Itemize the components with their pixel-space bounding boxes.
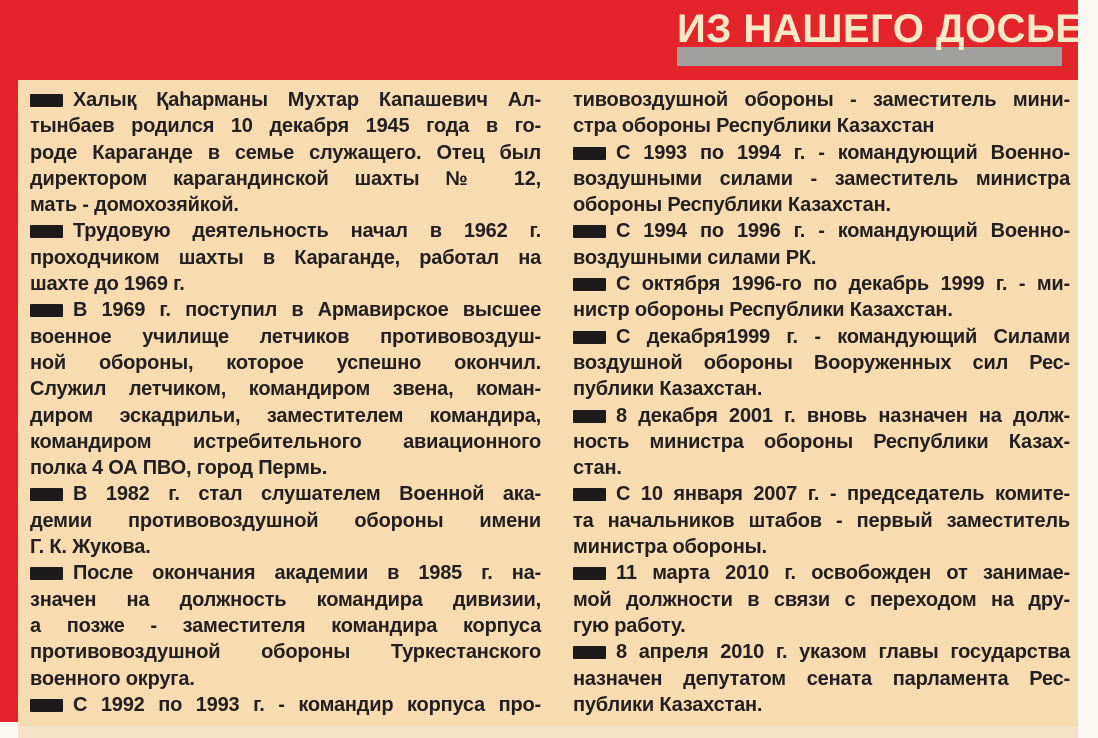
bullet-marker-icon bbox=[573, 278, 606, 291]
header-band bbox=[0, 0, 1083, 80]
bullet-marker-icon bbox=[573, 410, 606, 423]
bullet-marker-icon bbox=[30, 567, 63, 580]
text-line: воздушными силами РК. bbox=[573, 246, 817, 269]
bullet-marker-icon bbox=[573, 331, 606, 344]
text-line: назначен депутатом сената парламента Рес- bbox=[573, 667, 1070, 690]
text-line: диром эскадрильи, заместителем командира, bbox=[30, 404, 541, 427]
text-line: мать - домохозяйкой. bbox=[30, 194, 239, 217]
bullet-marker-icon bbox=[573, 646, 606, 659]
text-line: нистр обороны Республики Казахстан. bbox=[573, 299, 953, 322]
dossier-paragraph bbox=[573, 639, 1070, 718]
text-line: противовоздушной обороны Туркестанского bbox=[30, 641, 541, 664]
dossier-paragraph bbox=[573, 140, 1070, 219]
text-line: министра обороны. bbox=[573, 536, 767, 559]
text-line: В 1982 г. стал слушателем Военной ака- bbox=[30, 481, 541, 507]
text-line: военного округа. bbox=[30, 667, 195, 690]
text-line: военное училище летчиков противовоздуш- bbox=[30, 325, 541, 348]
dossier-paragraph bbox=[573, 560, 1070, 639]
dossier-paragraph bbox=[573, 324, 1070, 403]
text-line: обороны Республики Казахстан. bbox=[573, 194, 891, 217]
right-column bbox=[573, 87, 1070, 726]
text-line: тынбаев родился 10 декабря 1945 года в го- bbox=[30, 115, 541, 138]
text-line: После окончания академии в 1985 г. на- bbox=[30, 560, 541, 586]
text-line: а позже - заместителя командира корпуса bbox=[30, 614, 541, 637]
text-line: Халық Қаһарманы Мухтар Капашевич Ал- bbox=[30, 87, 541, 113]
bullet-marker-icon bbox=[30, 488, 63, 501]
text-line: полка 4 ОА ПВО, город Пермь. bbox=[30, 457, 328, 480]
text-line: значен на должность командира дивизии, bbox=[30, 588, 541, 611]
text-line: стан. bbox=[573, 457, 622, 480]
dossier-paragraph bbox=[573, 403, 1070, 482]
text-line: мой должности в связи с переходом на дру- bbox=[573, 588, 1070, 611]
text-line: Трудовую деятельность начал в 1962 г. bbox=[30, 218, 541, 244]
bottom-edge-strip bbox=[18, 726, 1078, 738]
dossier-paragraph bbox=[573, 481, 1070, 560]
header-title-group bbox=[677, 7, 1083, 66]
bullet-marker-icon bbox=[573, 225, 606, 238]
text-line: 8 декабря 2001 г. вновь назначен на долж- bbox=[573, 403, 1070, 429]
dossier-paragraph bbox=[30, 297, 541, 481]
bullet-marker-icon bbox=[30, 225, 63, 238]
text-line: роде Караганде в семье служащего. Отец был bbox=[30, 141, 541, 164]
dossier-paragraph bbox=[573, 271, 1070, 324]
bullet-marker-icon bbox=[573, 488, 606, 501]
text-line: 8 апреля 2010 г. указом главы государства bbox=[573, 639, 1070, 665]
text-line: С 1993 по 1994 г. - командующий Военно- bbox=[573, 140, 1070, 166]
dossier-paragraph bbox=[30, 87, 541, 218]
page-title: ИЗ НАШЕГО ДОСЬЕ bbox=[677, 7, 1083, 51]
text-line: публики Казахстан. bbox=[573, 693, 763, 716]
text-line: С 10 января 2007 г. - председатель комите- bbox=[573, 481, 1070, 507]
text-line: С октября 1996-го по декабрь 1999 г. - ми- bbox=[573, 271, 1070, 297]
text-line: воздушной обороны Вооруженных сил Рес- bbox=[573, 351, 1070, 374]
text-line: гую работу. bbox=[573, 614, 686, 637]
text-line: демии противовоздушной обороны имени bbox=[30, 509, 541, 532]
text-line: ность министра обороны Республики Казах- bbox=[573, 430, 1070, 453]
text-line: С 1994 по 1996 г. - командующий Военно- bbox=[573, 218, 1070, 244]
text-line: директором карагандинской шахты № 12, bbox=[30, 167, 541, 190]
text-line: С декабря1999 г. - командующий Силами bbox=[573, 324, 1070, 350]
text-line: Г. К. Жукова. bbox=[30, 536, 151, 559]
bullet-marker-icon bbox=[573, 147, 606, 160]
bullet-marker-icon bbox=[30, 94, 63, 107]
text-line: та начальников штабов - первый заместитель bbox=[573, 509, 1070, 532]
text-line: С 1992 по 1993 г. - командир корпуса про- bbox=[30, 692, 541, 718]
dossier-paragraph bbox=[573, 218, 1070, 271]
bullet-marker-icon bbox=[30, 699, 63, 712]
text-line: командиром истребительного авиационного bbox=[30, 430, 541, 453]
text-line: 11 марта 2010 г. освобожден от занимае- bbox=[573, 560, 1070, 586]
left-red-rule bbox=[0, 0, 18, 722]
text-line: стра обороны Республики Казахстан bbox=[573, 115, 935, 138]
dossier-paragraph bbox=[30, 481, 541, 560]
dossier-body bbox=[18, 80, 1078, 726]
text-line: тивовоздушной обороны - заместитель мини- bbox=[573, 89, 1070, 111]
dossier-paragraph bbox=[30, 560, 541, 691]
bullet-marker-icon bbox=[573, 567, 606, 580]
dossier-paragraph bbox=[30, 218, 541, 297]
dossier-paragraph bbox=[573, 87, 1070, 140]
text-line: Служил летчиком, командиром звена, коман- bbox=[30, 378, 541, 401]
text-line: шахте до 1969 г. bbox=[30, 273, 185, 296]
text-line: публики Казахстан. bbox=[573, 378, 763, 401]
dossier-paragraph bbox=[30, 692, 541, 718]
text-line: проходчиком шахты в Караганде, работал на bbox=[30, 246, 541, 269]
bullet-marker-icon bbox=[30, 304, 63, 317]
text-line: ной обороны, которое успешно окончил. bbox=[30, 351, 541, 374]
left-column bbox=[30, 87, 541, 726]
text-line: В 1969 г. поступил в Армавирское высшее bbox=[30, 297, 541, 323]
text-line: воздушными силами - заместитель министра bbox=[573, 167, 1070, 190]
